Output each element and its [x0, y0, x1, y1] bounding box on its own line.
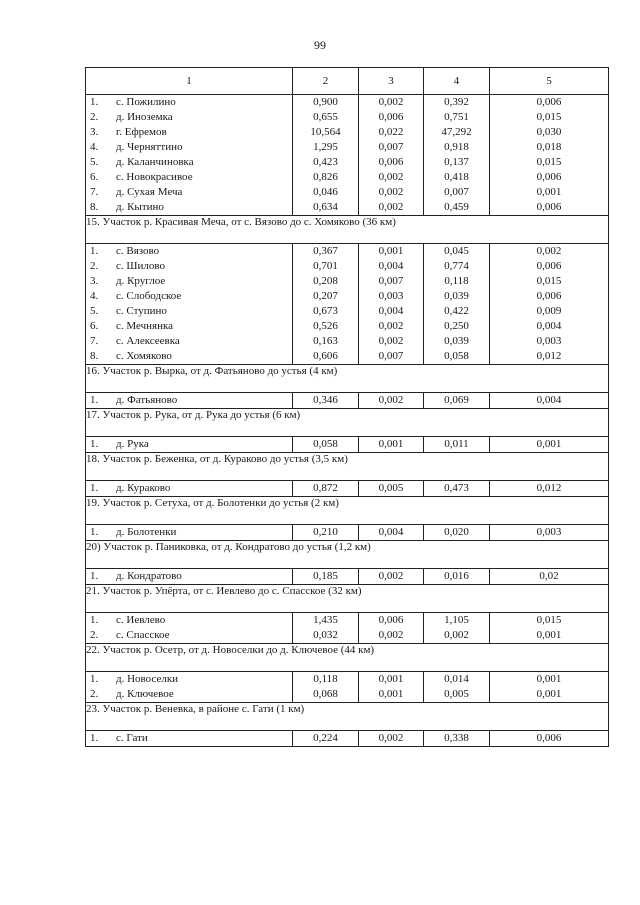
table-row — [86, 731, 609, 747]
row-number: 7. — [90, 335, 99, 347]
value: 0,001 — [536, 186, 562, 198]
value: 0,020 — [444, 526, 469, 538]
settlement-name: с. Ступино — [116, 305, 167, 317]
value: 10,564 — [310, 126, 341, 138]
value-cell-c5 — [490, 437, 609, 453]
row-number: 6. — [90, 320, 99, 332]
value: 0,002 — [378, 96, 404, 108]
section-row — [86, 453, 609, 481]
header-cell: 4 — [424, 68, 490, 95]
value: 0,001 — [536, 673, 562, 685]
value: 0,918 — [444, 141, 469, 153]
value-cell-c4 — [424, 95, 490, 216]
value: 0,058 — [444, 350, 469, 362]
value-cell-c5 — [490, 525, 609, 541]
list-item — [86, 140, 292, 155]
page-number: 99 — [314, 38, 326, 52]
value: 0,004 — [378, 526, 404, 538]
row-number: 5. — [90, 305, 99, 317]
list-item — [86, 200, 292, 215]
names-cell — [86, 569, 293, 585]
section-row — [86, 365, 609, 393]
table-row — [86, 95, 609, 216]
settlement-name: д. Сухая Меча — [116, 186, 183, 198]
value-cell-c2 — [293, 437, 359, 453]
value: 0,006 — [378, 156, 404, 168]
section-row — [86, 541, 609, 569]
value: 0,006 — [536, 732, 562, 744]
list-item — [86, 334, 292, 349]
value: 0,002 — [378, 732, 404, 744]
value: 0,069 — [444, 394, 469, 406]
value-cell-c2 — [293, 481, 359, 497]
list-item — [86, 393, 292, 408]
row-number: 7. — [90, 186, 99, 198]
table-row — [86, 437, 609, 453]
row-number: 5. — [90, 156, 99, 168]
value-cell-c4 — [424, 613, 490, 644]
section-title: 18. Участок р. Беженка, от д. Кураково до устья (3,5 км) — [86, 453, 609, 481]
settlement-name: с. Шилово — [116, 260, 165, 272]
table-row — [86, 393, 609, 409]
table-row — [86, 613, 609, 644]
settlement-name: д. Кураково — [116, 482, 171, 494]
list-item — [86, 731, 292, 746]
section-title: 20) Участок р. Паниковка, от д. Кондратово до устья (1,2 км) — [86, 541, 609, 569]
settlement-name: с. Алексеевка — [116, 335, 180, 347]
row-number: 2. — [90, 688, 99, 700]
row-number: 3. — [90, 126, 99, 138]
table-row — [86, 569, 609, 585]
value: 0,826 — [313, 171, 338, 183]
value: 0,015 — [536, 111, 562, 123]
list-item — [86, 274, 292, 289]
settlement-name: д. Иноземка — [116, 111, 173, 123]
value: 0,015 — [536, 156, 562, 168]
settlement-name: д. Черняттино — [116, 141, 183, 153]
value-cell-c4 — [424, 481, 490, 497]
value: 0,900 — [313, 96, 338, 108]
value: 0,045 — [444, 245, 469, 257]
value-cell-c5 — [490, 569, 609, 585]
table-row — [86, 244, 609, 365]
value-cell-c5 — [490, 95, 609, 216]
value-cell-c2 — [293, 95, 359, 216]
value-cell-c4 — [424, 437, 490, 453]
names-cell — [86, 437, 293, 453]
value: 0,001 — [378, 688, 404, 700]
list-item — [86, 613, 292, 628]
value: 0,751 — [444, 111, 469, 123]
settlement-name: с. Хомяково — [116, 350, 172, 362]
header-cell: 5 — [490, 68, 609, 95]
value: 0,007 — [378, 275, 404, 287]
list-item — [86, 525, 292, 540]
value: 0,002 — [378, 201, 404, 213]
value: 0,338 — [444, 732, 469, 744]
list-item — [86, 481, 292, 496]
value: 0,046 — [313, 186, 338, 198]
section-title: 21. Участок р. Упёрта, от с. Иевлево до с. Спасское (32 км) — [86, 585, 609, 613]
row-number: 2. — [90, 111, 99, 123]
value: 0,392 — [444, 96, 469, 108]
value: 0,016 — [444, 570, 469, 582]
value: 0,018 — [536, 141, 562, 153]
value: 0,634 — [313, 201, 338, 213]
value-cell-c4 — [424, 569, 490, 585]
value: 0,004 — [378, 260, 404, 272]
settlement-name: с. Спасское — [116, 629, 170, 641]
value: 0,014 — [444, 673, 469, 685]
settlement-name: д. Болотенки — [116, 526, 177, 538]
value: 1,435 — [313, 614, 338, 626]
value: 0,185 — [313, 570, 338, 582]
value: 0,459 — [444, 201, 469, 213]
row-number: 3. — [90, 275, 99, 287]
value: 0,003 — [536, 526, 562, 538]
value-cell-c3 — [359, 481, 424, 497]
value: 0,030 — [536, 126, 562, 138]
value: 0,001 — [536, 688, 562, 700]
list-item — [86, 155, 292, 170]
value: 0,006 — [378, 614, 404, 626]
value: 0,774 — [444, 260, 469, 272]
value: 0,002 — [378, 394, 404, 406]
names-cell — [86, 731, 293, 747]
value: 0,068 — [313, 688, 338, 700]
value: 0,006 — [536, 201, 562, 213]
section-title: 16. Участок р. Вырка, от д. Фатьяново до устья (4 км) — [86, 365, 609, 393]
value-cell-c4 — [424, 731, 490, 747]
value-cell-c3 — [359, 525, 424, 541]
value: 0,001 — [378, 673, 404, 685]
row-number: 4. — [90, 290, 99, 302]
list-item — [86, 628, 292, 643]
value: 0,039 — [444, 290, 469, 302]
section-title: 19. Участок р. Сетуха, от д. Болотенки до устья (2 км) — [86, 497, 609, 525]
value: 0,208 — [313, 275, 338, 287]
value: 0,701 — [313, 260, 338, 272]
settlement-name: д. Фатьяново — [116, 394, 178, 406]
value: 0,002 — [378, 320, 404, 332]
value: 0,002 — [378, 570, 404, 582]
names-cell — [86, 525, 293, 541]
value: 0,118 — [313, 673, 338, 685]
header-cell: 2 — [293, 68, 359, 95]
value: 0,006 — [536, 96, 562, 108]
value: 0,250 — [444, 320, 469, 332]
value: 0,137 — [444, 156, 469, 168]
row-number: 1. — [90, 482, 99, 494]
value: 0,006 — [536, 171, 562, 183]
value: 0,011 — [444, 438, 469, 450]
value: 0,005 — [444, 688, 469, 700]
row-number: 1. — [90, 245, 99, 257]
list-item — [86, 437, 292, 452]
settlement-name: д. Ключевое — [116, 688, 174, 700]
section-title: 15. Участок р. Красивая Меча, от с. Вязово до с. Хомяково (36 км) — [86, 216, 609, 244]
value: 0,002 — [444, 629, 469, 641]
section-row — [86, 585, 609, 613]
value: 1,295 — [313, 141, 338, 153]
table-body — [86, 68, 609, 747]
value: 0,606 — [313, 350, 338, 362]
settlement-name: д. Кондратово — [116, 570, 182, 582]
list-item — [86, 259, 292, 274]
section-row — [86, 409, 609, 437]
value-cell-c5 — [490, 672, 609, 703]
value: 0,007 — [378, 141, 404, 153]
value: 0,003 — [536, 335, 562, 347]
list-item — [86, 569, 292, 584]
settlement-name: д. Каланчиновка — [116, 156, 194, 168]
value: 0,006 — [536, 260, 562, 272]
settlement-name: д. Новоселки — [116, 673, 179, 685]
value: 0,423 — [313, 156, 338, 168]
section-title: 17. Участок р. Рука, от д. Рука до устья (6 км) — [86, 409, 609, 437]
list-item — [86, 244, 292, 259]
names-cell — [86, 672, 293, 703]
value: 0,012 — [536, 482, 562, 494]
value-cell-c3 — [359, 95, 424, 216]
value: 0,002 — [378, 186, 404, 198]
section-title: 23. Участок р. Веневка, в районе с. Гати (1 км) — [86, 703, 609, 731]
value-cell-c4 — [424, 525, 490, 541]
settlement-name: г. Ефремов — [116, 126, 167, 138]
value: 0,346 — [313, 394, 338, 406]
row-number: 2. — [90, 260, 99, 272]
list-item — [86, 349, 292, 364]
value: 0,003 — [378, 290, 404, 302]
settlement-name: с. Новокрасивое — [116, 171, 193, 183]
row-number: 4. — [90, 141, 99, 153]
settlement-name: д. Кытино — [116, 201, 164, 213]
value-cell-c2 — [293, 672, 359, 703]
value-cell-c5 — [490, 731, 609, 747]
header-cell: 1 — [86, 68, 293, 95]
value: 0,001 — [536, 629, 562, 641]
value: 0,473 — [444, 482, 469, 494]
value-cell-c3 — [359, 731, 424, 747]
value-cell-c5 — [490, 393, 609, 409]
value: 0,367 — [313, 245, 338, 257]
value: 0,872 — [313, 482, 338, 494]
section-row — [86, 703, 609, 731]
value: 0,207 — [313, 290, 338, 302]
value-cell-c2 — [293, 613, 359, 644]
row-number: 1. — [90, 732, 99, 744]
value: 0,004 — [536, 394, 562, 406]
value: 0,004 — [536, 320, 562, 332]
settlement-name: с. Слободское — [116, 290, 182, 302]
value: 0,001 — [378, 438, 404, 450]
row-number: 1. — [90, 438, 99, 450]
names-cell — [86, 393, 293, 409]
list-item — [86, 687, 292, 702]
value: 0,006 — [378, 111, 404, 123]
value: 0,673 — [313, 305, 338, 317]
value: 0,058 — [313, 438, 338, 450]
value: 0,002 — [536, 245, 562, 257]
value-cell-c3 — [359, 437, 424, 453]
list-item — [86, 304, 292, 319]
table-row — [86, 525, 609, 541]
names-cell — [86, 95, 293, 216]
value: 0,001 — [536, 438, 562, 450]
names-cell — [86, 613, 293, 644]
value-cell-c5 — [490, 481, 609, 497]
value: 0,015 — [536, 614, 562, 626]
value-cell-c2 — [293, 569, 359, 585]
value: 0,526 — [313, 320, 338, 332]
value: 0,007 — [378, 350, 404, 362]
value: 0,015 — [536, 275, 562, 287]
names-cell — [86, 481, 293, 497]
settlement-name: с. Мечнянка — [116, 320, 174, 332]
row-number: 6. — [90, 171, 99, 183]
value: 0,001 — [378, 245, 404, 257]
settlement-name: с. Иевлево — [116, 614, 166, 626]
value: 0,012 — [536, 350, 562, 362]
section-row — [86, 497, 609, 525]
list-item — [86, 289, 292, 304]
row-number: 8. — [90, 350, 99, 362]
row-number: 1. — [90, 614, 99, 626]
settlement-name: д. Круглое — [116, 275, 166, 287]
value: 0,418 — [444, 171, 469, 183]
value: 0,032 — [313, 629, 338, 641]
settlement-name: д. Рука — [116, 438, 149, 450]
value: 47,292 — [441, 126, 472, 138]
list-item — [86, 110, 292, 125]
settlement-name: с. Гати — [116, 732, 148, 744]
value: 0,009 — [536, 305, 562, 317]
value-cell-c4 — [424, 393, 490, 409]
row-number: 1. — [90, 673, 99, 685]
settlement-name: с. Пожилино — [116, 96, 176, 108]
value-cell-c3 — [359, 569, 424, 585]
section-row — [86, 216, 609, 244]
row-number: 2. — [90, 629, 99, 641]
section-title: 22. Участок р. Осетр, от д. Новоселки до д. Ключевое (44 км) — [86, 644, 609, 672]
list-item — [86, 125, 292, 140]
value: 0,163 — [313, 335, 338, 347]
settlement-name: с. Вязово — [116, 245, 160, 257]
value: 0,224 — [313, 732, 338, 744]
value: 0,210 — [313, 526, 338, 538]
value: 0,022 — [378, 126, 404, 138]
header-row — [86, 68, 609, 95]
value-cell-c5 — [490, 244, 609, 365]
table-row — [86, 672, 609, 703]
list-item — [86, 319, 292, 334]
row-number: 8. — [90, 201, 99, 213]
value-cell-c2 — [293, 393, 359, 409]
value: 0,004 — [378, 305, 404, 317]
table-row — [86, 481, 609, 497]
value: 0,039 — [444, 335, 469, 347]
row-number: 1. — [90, 96, 99, 108]
value: 0,006 — [536, 290, 562, 302]
list-item — [86, 95, 292, 110]
value-cell-c3 — [359, 613, 424, 644]
value-cell-c3 — [359, 672, 424, 703]
value: 0,002 — [378, 335, 404, 347]
value-cell-c5 — [490, 613, 609, 644]
value: 0,422 — [444, 305, 469, 317]
value: 0,007 — [444, 186, 469, 198]
value-cell-c4 — [424, 672, 490, 703]
value-cell-c4 — [424, 244, 490, 365]
value-cell-c3 — [359, 393, 424, 409]
row-number: 1. — [90, 570, 99, 582]
value: 0,002 — [378, 629, 404, 641]
value: 0,005 — [378, 482, 404, 494]
section-row — [86, 644, 609, 672]
row-number: 1. — [90, 526, 99, 538]
value: 1,105 — [444, 614, 469, 626]
value: 0,655 — [313, 111, 338, 123]
value: 0,002 — [378, 171, 404, 183]
list-item — [86, 672, 292, 687]
header-cell: 3 — [359, 68, 424, 95]
value: 0,02 — [539, 570, 559, 582]
names-cell — [86, 244, 293, 365]
list-item — [86, 185, 292, 200]
row-number: 1. — [90, 394, 99, 406]
value-cell-c3 — [359, 244, 424, 365]
value: 0,118 — [444, 275, 469, 287]
value-cell-c2 — [293, 731, 359, 747]
data-table — [85, 67, 609, 747]
list-item — [86, 170, 292, 185]
value-cell-c2 — [293, 244, 359, 365]
value-cell-c2 — [293, 525, 359, 541]
